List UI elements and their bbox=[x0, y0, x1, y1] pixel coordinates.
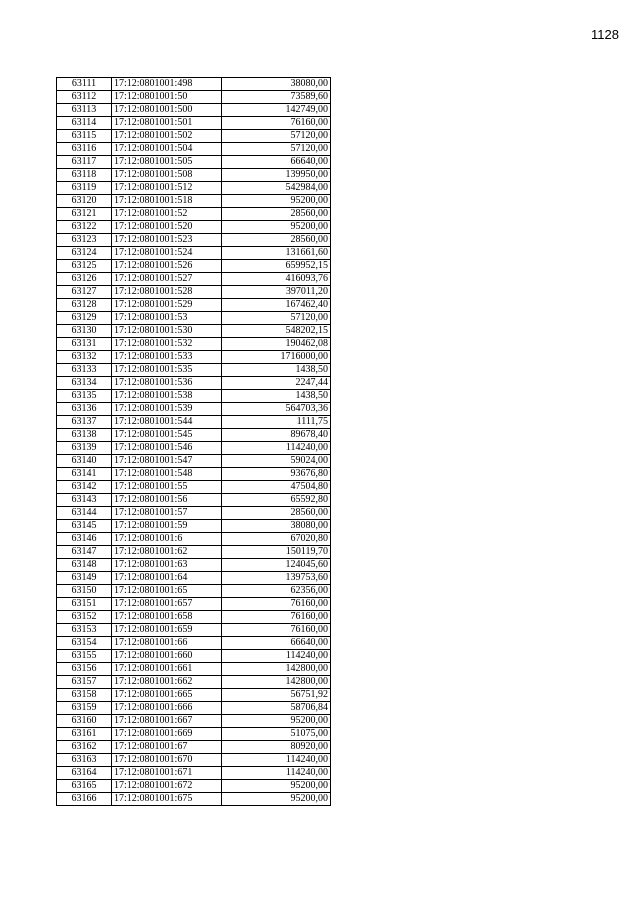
cadastral-number-cell: 17:12:0801001:500 bbox=[112, 104, 222, 117]
cadastral-value-cell: 167462,40 bbox=[222, 299, 331, 312]
cadastral-value-cell: 62356,00 bbox=[222, 585, 331, 598]
cadastral-value-cell: 131661,60 bbox=[222, 247, 331, 260]
table-row bbox=[57, 234, 331, 247]
row-number-cell: 63153 bbox=[57, 624, 112, 637]
row-number-cell: 63115 bbox=[57, 130, 112, 143]
row-number-cell: 63144 bbox=[57, 507, 112, 520]
table-row bbox=[57, 208, 331, 221]
row-number-cell: 63133 bbox=[57, 364, 112, 377]
cadastral-number-cell: 17:12:0801001:63 bbox=[112, 559, 222, 572]
cadastral-value-cell: 95200,00 bbox=[222, 221, 331, 234]
page-number: 1128 bbox=[591, 27, 619, 42]
cadastral-value-cell: 139753,60 bbox=[222, 572, 331, 585]
row-number-cell: 63131 bbox=[57, 338, 112, 351]
cadastral-number-cell: 17:12:0801001:671 bbox=[112, 767, 222, 780]
table-row bbox=[57, 494, 331, 507]
table-row bbox=[57, 286, 331, 299]
cadastral-number-cell: 17:12:0801001:672 bbox=[112, 780, 222, 793]
cadastral-value-cell: 76160,00 bbox=[222, 117, 331, 130]
row-number-cell: 63154 bbox=[57, 637, 112, 650]
row-number-cell: 63120 bbox=[57, 195, 112, 208]
cadastral-value-cell: 95200,00 bbox=[222, 715, 331, 728]
table-row bbox=[57, 91, 331, 104]
cadastral-value-table bbox=[56, 77, 331, 806]
cadastral-number-cell: 17:12:0801001:520 bbox=[112, 221, 222, 234]
cadastral-value-cell: 190462,08 bbox=[222, 338, 331, 351]
table-row bbox=[57, 650, 331, 663]
table-row bbox=[57, 442, 331, 455]
cadastral-number-cell: 17:12:0801001:545 bbox=[112, 429, 222, 442]
cadastral-value-cell: 38080,00 bbox=[222, 78, 331, 91]
table-row bbox=[57, 624, 331, 637]
row-number-cell: 63166 bbox=[57, 793, 112, 806]
table-row bbox=[57, 533, 331, 546]
row-number-cell: 63149 bbox=[57, 572, 112, 585]
table-row bbox=[57, 702, 331, 715]
row-number-cell: 63119 bbox=[57, 182, 112, 195]
row-number-cell: 63148 bbox=[57, 559, 112, 572]
row-number-cell: 63113 bbox=[57, 104, 112, 117]
table-row bbox=[57, 715, 331, 728]
cadastral-value-cell: 28560,00 bbox=[222, 234, 331, 247]
cadastral-value-cell: 51075,00 bbox=[222, 728, 331, 741]
cadastral-value-cell: 124045,60 bbox=[222, 559, 331, 572]
cadastral-value-cell: 142800,00 bbox=[222, 663, 331, 676]
table-row bbox=[57, 728, 331, 741]
cadastral-value-cell: 1438,50 bbox=[222, 390, 331, 403]
table-row bbox=[57, 156, 331, 169]
cadastral-number-cell: 17:12:0801001:527 bbox=[112, 273, 222, 286]
cadastral-number-cell: 17:12:0801001:59 bbox=[112, 520, 222, 533]
row-number-cell: 63150 bbox=[57, 585, 112, 598]
table-row bbox=[57, 481, 331, 494]
table-row bbox=[57, 598, 331, 611]
table-row bbox=[57, 689, 331, 702]
cadastral-value-cell: 59024,00 bbox=[222, 455, 331, 468]
row-number-cell: 63124 bbox=[57, 247, 112, 260]
table-row bbox=[57, 754, 331, 767]
cadastral-value-cell: 93676,80 bbox=[222, 468, 331, 481]
cadastral-value-cell: 114240,00 bbox=[222, 442, 331, 455]
cadastral-value-cell: 114240,00 bbox=[222, 650, 331, 663]
table-row bbox=[57, 377, 331, 390]
row-number-cell: 63152 bbox=[57, 611, 112, 624]
cadastral-value-cell: 95200,00 bbox=[222, 780, 331, 793]
cadastral-value-cell: 142749,00 bbox=[222, 104, 331, 117]
cadastral-value-cell: 416093,76 bbox=[222, 273, 331, 286]
row-number-cell: 63123 bbox=[57, 234, 112, 247]
table-row bbox=[57, 559, 331, 572]
cadastral-number-cell: 17:12:0801001:529 bbox=[112, 299, 222, 312]
cadastral-value-cell: 1716000,00 bbox=[222, 351, 331, 364]
row-number-cell: 63164 bbox=[57, 767, 112, 780]
cadastral-value-cell: 95200,00 bbox=[222, 195, 331, 208]
cadastral-value-cell: 38080,00 bbox=[222, 520, 331, 533]
cadastral-number-cell: 17:12:0801001:501 bbox=[112, 117, 222, 130]
row-number-cell: 63163 bbox=[57, 754, 112, 767]
row-number-cell: 63136 bbox=[57, 403, 112, 416]
cadastral-number-cell: 17:12:0801001:547 bbox=[112, 455, 222, 468]
row-number-cell: 63158 bbox=[57, 689, 112, 702]
cadastral-number-cell: 17:12:0801001:665 bbox=[112, 689, 222, 702]
cadastral-value-cell: 73589,60 bbox=[222, 91, 331, 104]
cadastral-number-cell: 17:12:0801001:55 bbox=[112, 481, 222, 494]
row-number-cell: 63117 bbox=[57, 156, 112, 169]
cadastral-value-cell: 139950,00 bbox=[222, 169, 331, 182]
table-row bbox=[57, 260, 331, 273]
cadastral-value-cell: 1438,50 bbox=[222, 364, 331, 377]
row-number-cell: 63122 bbox=[57, 221, 112, 234]
row-number-cell: 63155 bbox=[57, 650, 112, 663]
row-number-cell: 63142 bbox=[57, 481, 112, 494]
cadastral-number-cell: 17:12:0801001:524 bbox=[112, 247, 222, 260]
row-number-cell: 63126 bbox=[57, 273, 112, 286]
cadastral-number-cell: 17:12:0801001:657 bbox=[112, 598, 222, 611]
table-row bbox=[57, 338, 331, 351]
table-row bbox=[57, 130, 331, 143]
cadastral-number-cell: 17:12:0801001:667 bbox=[112, 715, 222, 728]
row-number-cell: 63111 bbox=[57, 78, 112, 91]
row-number-cell: 63147 bbox=[57, 546, 112, 559]
cadastral-value-cell: 56751,92 bbox=[222, 689, 331, 702]
cadastral-number-cell: 17:12:0801001:548 bbox=[112, 468, 222, 481]
cadastral-value-cell: 95200,00 bbox=[222, 793, 331, 806]
cadastral-number-cell: 17:12:0801001:538 bbox=[112, 390, 222, 403]
cadastral-number-cell: 17:12:0801001:544 bbox=[112, 416, 222, 429]
cadastral-number-cell: 17:12:0801001:536 bbox=[112, 377, 222, 390]
table-row bbox=[57, 390, 331, 403]
cadastral-value-cell: 2247,44 bbox=[222, 377, 331, 390]
row-number-cell: 63135 bbox=[57, 390, 112, 403]
row-number-cell: 63146 bbox=[57, 533, 112, 546]
row-number-cell: 63116 bbox=[57, 143, 112, 156]
table-row bbox=[57, 637, 331, 650]
table-row bbox=[57, 364, 331, 377]
table-row bbox=[57, 403, 331, 416]
table-row bbox=[57, 182, 331, 195]
cadastral-number-cell: 17:12:0801001:670 bbox=[112, 754, 222, 767]
table-row bbox=[57, 351, 331, 364]
cadastral-number-cell: 17:12:0801001:53 bbox=[112, 312, 222, 325]
cadastral-number-cell: 17:12:0801001:539 bbox=[112, 403, 222, 416]
cadastral-number-cell: 17:12:0801001:66 bbox=[112, 637, 222, 650]
cadastral-number-cell: 17:12:0801001:532 bbox=[112, 338, 222, 351]
cadastral-value-cell: 542984,00 bbox=[222, 182, 331, 195]
cadastral-number-cell: 17:12:0801001:67 bbox=[112, 741, 222, 754]
table-row bbox=[57, 325, 331, 338]
cadastral-number-cell: 17:12:0801001:505 bbox=[112, 156, 222, 169]
table-row bbox=[57, 78, 331, 91]
cadastral-value-cell: 66640,00 bbox=[222, 637, 331, 650]
cadastral-value-cell: 57120,00 bbox=[222, 143, 331, 156]
row-number-cell: 63165 bbox=[57, 780, 112, 793]
cadastral-number-cell: 17:12:0801001:528 bbox=[112, 286, 222, 299]
table-row bbox=[57, 585, 331, 598]
cadastral-value-cell: 89678,40 bbox=[222, 429, 331, 442]
cadastral-number-cell: 17:12:0801001:512 bbox=[112, 182, 222, 195]
row-number-cell: 63143 bbox=[57, 494, 112, 507]
table-row bbox=[57, 520, 331, 533]
cadastral-value-cell: 76160,00 bbox=[222, 611, 331, 624]
table-row bbox=[57, 221, 331, 234]
cadastral-number-cell: 17:12:0801001:508 bbox=[112, 169, 222, 182]
cadastral-number-cell: 17:12:0801001:65 bbox=[112, 585, 222, 598]
row-number-cell: 63134 bbox=[57, 377, 112, 390]
cadastral-number-cell: 17:12:0801001:658 bbox=[112, 611, 222, 624]
row-number-cell: 63130 bbox=[57, 325, 112, 338]
cadastral-number-cell: 17:12:0801001:659 bbox=[112, 624, 222, 637]
cadastral-value-cell: 28560,00 bbox=[222, 208, 331, 221]
cadastral-number-cell: 17:12:0801001:57 bbox=[112, 507, 222, 520]
table-row bbox=[57, 169, 331, 182]
cadastral-number-cell: 17:12:0801001:526 bbox=[112, 260, 222, 273]
cadastral-number-cell: 17:12:0801001:498 bbox=[112, 78, 222, 91]
cadastral-value-cell: 564703,36 bbox=[222, 403, 331, 416]
row-number-cell: 63138 bbox=[57, 429, 112, 442]
table-row bbox=[57, 572, 331, 585]
cadastral-number-cell: 17:12:0801001:56 bbox=[112, 494, 222, 507]
cadastral-number-cell: 17:12:0801001:666 bbox=[112, 702, 222, 715]
cadastral-value-cell: 57120,00 bbox=[222, 312, 331, 325]
table-row bbox=[57, 247, 331, 260]
cadastral-number-cell: 17:12:0801001:546 bbox=[112, 442, 222, 455]
table-row bbox=[57, 429, 331, 442]
cadastral-value-cell: 58706,84 bbox=[222, 702, 331, 715]
row-number-cell: 63132 bbox=[57, 351, 112, 364]
cadastral-value-cell: 76160,00 bbox=[222, 624, 331, 637]
table-row bbox=[57, 793, 331, 806]
cadastral-number-cell: 17:12:0801001:523 bbox=[112, 234, 222, 247]
table-row bbox=[57, 117, 331, 130]
row-number-cell: 63121 bbox=[57, 208, 112, 221]
row-number-cell: 63151 bbox=[57, 598, 112, 611]
cadastral-number-cell: 17:12:0801001:52 bbox=[112, 208, 222, 221]
cadastral-number-cell: 17:12:0801001:533 bbox=[112, 351, 222, 364]
cadastral-number-cell: 17:12:0801001:504 bbox=[112, 143, 222, 156]
cadastral-number-cell: 17:12:0801001:675 bbox=[112, 793, 222, 806]
cadastral-value-cell: 114240,00 bbox=[222, 767, 331, 780]
row-number-cell: 63127 bbox=[57, 286, 112, 299]
table-row bbox=[57, 416, 331, 429]
table-row bbox=[57, 741, 331, 754]
row-number-cell: 63139 bbox=[57, 442, 112, 455]
cadastral-value-cell: 80920,00 bbox=[222, 741, 331, 754]
row-number-cell: 63125 bbox=[57, 260, 112, 273]
cadastral-number-cell: 17:12:0801001:6 bbox=[112, 533, 222, 546]
row-number-cell: 63140 bbox=[57, 455, 112, 468]
cadastral-number-cell: 17:12:0801001:50 bbox=[112, 91, 222, 104]
cadastral-value-cell: 57120,00 bbox=[222, 130, 331, 143]
row-number-cell: 63141 bbox=[57, 468, 112, 481]
table-row bbox=[57, 104, 331, 117]
table-row bbox=[57, 195, 331, 208]
cadastral-value-cell: 114240,00 bbox=[222, 754, 331, 767]
cadastral-value-cell: 1111,75 bbox=[222, 416, 331, 429]
row-number-cell: 63129 bbox=[57, 312, 112, 325]
cadastral-value-cell: 659952,15 bbox=[222, 260, 331, 273]
row-number-cell: 63162 bbox=[57, 741, 112, 754]
cadastral-value-cell: 397011,20 bbox=[222, 286, 331, 299]
row-number-cell: 63118 bbox=[57, 169, 112, 182]
cadastral-number-cell: 17:12:0801001:661 bbox=[112, 663, 222, 676]
cadastral-number-cell: 17:12:0801001:660 bbox=[112, 650, 222, 663]
cadastral-number-cell: 17:12:0801001:64 bbox=[112, 572, 222, 585]
cadastral-number-cell: 17:12:0801001:518 bbox=[112, 195, 222, 208]
table-row bbox=[57, 507, 331, 520]
row-number-cell: 63159 bbox=[57, 702, 112, 715]
cadastral-value-cell: 76160,00 bbox=[222, 598, 331, 611]
table-row bbox=[57, 676, 331, 689]
cadastral-value-cell: 65592,80 bbox=[222, 494, 331, 507]
table-row bbox=[57, 767, 331, 780]
table-row bbox=[57, 468, 331, 481]
cadastral-number-cell: 17:12:0801001:669 bbox=[112, 728, 222, 741]
table-row bbox=[57, 455, 331, 468]
table-row bbox=[57, 780, 331, 793]
row-number-cell: 63114 bbox=[57, 117, 112, 130]
table-row bbox=[57, 546, 331, 559]
cadastral-value-cell: 66640,00 bbox=[222, 156, 331, 169]
cadastral-value-cell: 150119,70 bbox=[222, 546, 331, 559]
row-number-cell: 63137 bbox=[57, 416, 112, 429]
table-row bbox=[57, 273, 331, 286]
row-number-cell: 63145 bbox=[57, 520, 112, 533]
row-number-cell: 63156 bbox=[57, 663, 112, 676]
cadastral-number-cell: 17:12:0801001:502 bbox=[112, 130, 222, 143]
cadastral-value-cell: 142800,00 bbox=[222, 676, 331, 689]
table-row bbox=[57, 312, 331, 325]
cadastral-value-cell: 28560,00 bbox=[222, 507, 331, 520]
cadastral-number-cell: 17:12:0801001:535 bbox=[112, 364, 222, 377]
table-row bbox=[57, 299, 331, 312]
table-row bbox=[57, 143, 331, 156]
table-row bbox=[57, 663, 331, 676]
table-row bbox=[57, 611, 331, 624]
row-number-cell: 63128 bbox=[57, 299, 112, 312]
row-number-cell: 63160 bbox=[57, 715, 112, 728]
row-number-cell: 63157 bbox=[57, 676, 112, 689]
cadastral-number-cell: 17:12:0801001:662 bbox=[112, 676, 222, 689]
cadastral-number-cell: 17:12:0801001:530 bbox=[112, 325, 222, 338]
cadastral-value-cell: 47504,80 bbox=[222, 481, 331, 494]
cadastral-number-cell: 17:12:0801001:62 bbox=[112, 546, 222, 559]
row-number-cell: 63161 bbox=[57, 728, 112, 741]
table-body bbox=[57, 78, 331, 806]
row-number-cell: 63112 bbox=[57, 91, 112, 104]
cadastral-value-cell: 67020,80 bbox=[222, 533, 331, 546]
cadastral-value-cell: 548202,15 bbox=[222, 325, 331, 338]
